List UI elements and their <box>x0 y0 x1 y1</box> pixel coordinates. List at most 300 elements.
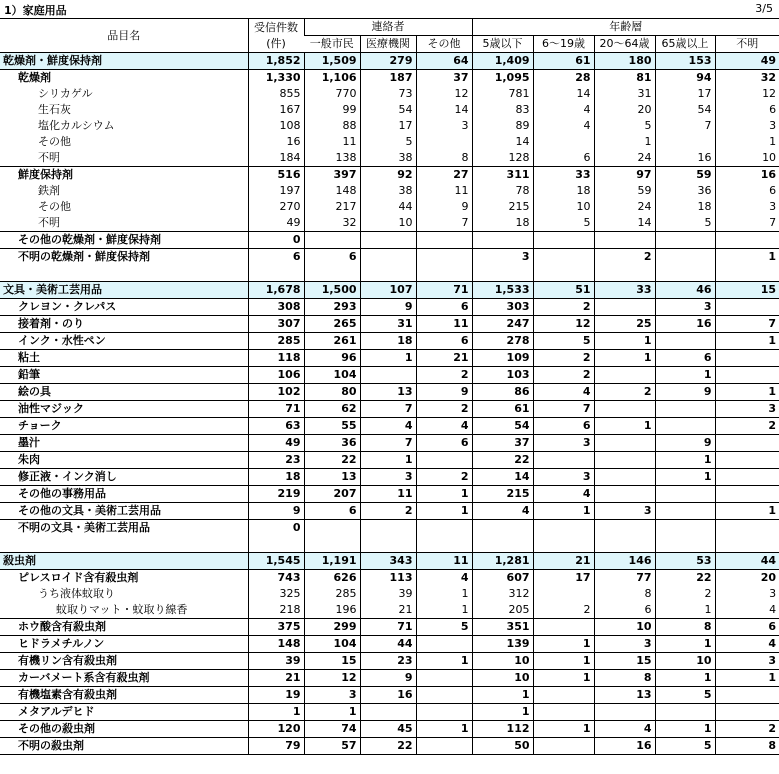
cell-value <box>594 536 655 553</box>
cell-value: 23 <box>248 452 304 469</box>
cell-value: 14 <box>472 469 533 486</box>
cell-value: 7 <box>360 401 416 418</box>
cell-value: 207 <box>304 486 360 503</box>
table-row <box>0 167 779 184</box>
cell-value: 6 <box>416 299 472 316</box>
row-label: 不明 <box>38 216 60 229</box>
cell-value: 31 <box>360 316 416 333</box>
cell-value: 3 <box>715 199 779 215</box>
cell-value: 73 <box>360 86 416 102</box>
table-row <box>0 738 779 755</box>
cell-value: 2 <box>594 249 655 266</box>
table-row <box>0 586 779 602</box>
row-label: 乾燥剤・鮮度保持剤 <box>0 53 248 70</box>
cell-value: 3 <box>360 469 416 486</box>
cell-value: 16 <box>594 738 655 755</box>
cell-value: 10 <box>655 653 715 670</box>
cell-value: 1 <box>472 687 533 704</box>
cell-value <box>715 469 779 486</box>
row-label: 油性マジック <box>0 401 248 418</box>
cell-value: 3 <box>594 503 655 520</box>
cell-value: 9 <box>655 384 715 401</box>
row-label: インク・水性ペン <box>0 333 248 350</box>
cell-value: 285 <box>248 333 304 350</box>
cell-value: 17 <box>655 86 715 102</box>
cell-value: 375 <box>248 619 304 636</box>
cell-value: 1 <box>416 653 472 670</box>
cell-value: 6 <box>533 150 594 167</box>
cell-value <box>715 265 779 282</box>
cell-value: 1,281 <box>472 553 533 570</box>
cell-value <box>533 738 594 755</box>
cell-value <box>304 265 360 282</box>
cell-value <box>533 265 594 282</box>
table-row <box>0 70 779 87</box>
cell-value: 2 <box>655 586 715 602</box>
page-number: 3/5 <box>755 2 773 15</box>
cell-value: 49 <box>248 435 304 452</box>
cell-value: 1 <box>416 586 472 602</box>
cell-value: 8 <box>715 738 779 755</box>
cell-value: 20 <box>594 102 655 118</box>
cell-value: 1,533 <box>472 282 533 299</box>
cell-value: 62 <box>304 401 360 418</box>
cell-value: 743 <box>248 570 304 587</box>
cell-value: 1 <box>416 486 472 503</box>
cell-value: 21 <box>248 670 304 687</box>
cell-value <box>360 536 416 553</box>
cell-value: 4 <box>533 384 594 401</box>
cell-value: 12 <box>416 86 472 102</box>
cell-value: 4 <box>416 570 472 587</box>
cell-value: 54 <box>655 102 715 118</box>
cell-value: 21 <box>533 553 594 570</box>
cell-value: 138 <box>304 150 360 167</box>
cell-value: 18 <box>472 215 533 232</box>
cell-value: 7 <box>533 401 594 418</box>
table-row <box>0 316 779 333</box>
cell-value <box>416 134 472 150</box>
cell-value <box>715 435 779 452</box>
cell-value <box>416 670 472 687</box>
cell-value: 64 <box>416 53 472 70</box>
cell-value: 303 <box>472 299 533 316</box>
cell-value <box>715 486 779 503</box>
cell-value: 10 <box>715 150 779 167</box>
row-label <box>0 536 248 553</box>
table-row <box>0 721 779 738</box>
cell-value: 781 <box>472 86 533 102</box>
cell-value: 2 <box>416 367 472 384</box>
cell-value: 1 <box>472 704 533 721</box>
cell-value: 167 <box>248 102 304 118</box>
cell-value: 3 <box>715 401 779 418</box>
cell-value: 4 <box>594 721 655 738</box>
cell-value: 21 <box>360 602 416 619</box>
row-label: 蚊取りマット・蚊取り線香 <box>56 603 188 616</box>
cell-value: 1 <box>715 333 779 350</box>
cell-value <box>360 704 416 721</box>
cell-value: 1 <box>416 602 472 619</box>
cell-value: 61 <box>533 53 594 70</box>
cell-value: 14 <box>533 86 594 102</box>
cell-value: 205 <box>472 602 533 619</box>
cell-value: 16 <box>715 167 779 184</box>
header-contact-0: 一般市民 <box>304 36 360 53</box>
cell-value: 187 <box>360 70 416 87</box>
cell-value: 8 <box>594 670 655 687</box>
cell-value <box>655 704 715 721</box>
cell-value: 217 <box>304 199 360 215</box>
row-label: 有機リン含有殺虫剤 <box>0 653 248 670</box>
cell-value: 13 <box>594 687 655 704</box>
cell-value: 37 <box>472 435 533 452</box>
cell-value: 1,500 <box>304 282 360 299</box>
cell-value: 32 <box>304 215 360 232</box>
cell-value: 215 <box>472 199 533 215</box>
cell-value <box>594 452 655 469</box>
cell-value <box>416 704 472 721</box>
cell-value: 1,106 <box>304 70 360 87</box>
cell-value: 1,509 <box>304 53 360 70</box>
cell-value <box>416 232 472 249</box>
cell-value: 33 <box>594 282 655 299</box>
cell-value: 153 <box>655 53 715 70</box>
cell-value <box>715 350 779 367</box>
cell-value: 148 <box>304 183 360 199</box>
cell-value: 9 <box>655 435 715 452</box>
cell-value: 113 <box>360 570 416 587</box>
cell-value: 1 <box>594 134 655 150</box>
cell-value: 8 <box>416 150 472 167</box>
cell-value: 278 <box>472 333 533 350</box>
cell-value <box>655 265 715 282</box>
header-age-1: 6～19歳 <box>533 36 594 53</box>
cell-value: 74 <box>304 721 360 738</box>
cell-value: 1 <box>248 704 304 721</box>
cell-value <box>655 232 715 249</box>
cell-value: 325 <box>248 586 304 602</box>
row-label: その他 <box>38 200 71 213</box>
cell-value: 104 <box>304 636 360 653</box>
cell-value: 77 <box>594 570 655 587</box>
cell-value: 5 <box>533 333 594 350</box>
cell-value: 22 <box>472 452 533 469</box>
cell-value: 3 <box>472 249 533 266</box>
cell-value: 59 <box>594 183 655 199</box>
cell-value: 3 <box>655 299 715 316</box>
cell-value: 12 <box>533 316 594 333</box>
cell-value: 9 <box>416 384 472 401</box>
table-row <box>0 86 779 102</box>
cell-value: 1 <box>416 721 472 738</box>
cell-value: 1 <box>715 670 779 687</box>
cell-value: 1 <box>655 469 715 486</box>
cell-value: 4 <box>715 636 779 653</box>
cell-value: 23 <box>360 653 416 670</box>
cell-value: 516 <box>248 167 304 184</box>
cell-value <box>715 299 779 316</box>
cell-value: 102 <box>248 384 304 401</box>
table-body <box>0 53 779 755</box>
cell-value: 197 <box>248 183 304 199</box>
cell-value: 3 <box>533 435 594 452</box>
cell-value: 3 <box>533 469 594 486</box>
cell-value: 270 <box>248 199 304 215</box>
cell-value: 1 <box>715 503 779 520</box>
row-label: 殺虫剤 <box>0 553 248 570</box>
header-item-name: 品目名 <box>0 19 248 53</box>
cell-value: 5 <box>533 215 594 232</box>
page-header <box>0 0 779 18</box>
cell-value <box>655 536 715 553</box>
table-row <box>0 102 779 118</box>
cell-value: 94 <box>655 70 715 87</box>
cell-value: 103 <box>472 367 533 384</box>
cell-value: 4 <box>533 486 594 503</box>
cell-value: 38 <box>360 150 416 167</box>
cell-value: 3 <box>416 118 472 134</box>
table-row <box>0 503 779 520</box>
cell-value <box>655 520 715 537</box>
cell-value <box>715 452 779 469</box>
cell-value: 53 <box>655 553 715 570</box>
table-row <box>0 452 779 469</box>
row-label: 生石灰 <box>38 103 71 116</box>
cell-value: 54 <box>472 418 533 435</box>
cell-value <box>416 249 472 266</box>
cell-value: 61 <box>472 401 533 418</box>
cell-value: 54 <box>360 102 416 118</box>
cell-value: 39 <box>360 586 416 602</box>
cell-value: 14 <box>594 215 655 232</box>
cell-value: 4 <box>715 602 779 619</box>
row-label: 絵の具 <box>0 384 248 401</box>
cell-value: 1,191 <box>304 553 360 570</box>
cell-value: 19 <box>248 687 304 704</box>
row-label: 不明の乾燥剤・鮮度保持剤 <box>0 249 248 266</box>
cell-value: 9 <box>360 299 416 316</box>
cell-value: 31 <box>594 86 655 102</box>
row-label: 鉄剤 <box>38 184 60 197</box>
cell-value: 20 <box>715 570 779 587</box>
cell-value: 1 <box>655 602 715 619</box>
cell-value: 9 <box>416 199 472 215</box>
section-title: 1）家庭用品 <box>4 4 67 17</box>
cell-value: 106 <box>248 367 304 384</box>
cell-value: 7 <box>360 435 416 452</box>
cell-value <box>533 134 594 150</box>
cell-value: 13 <box>360 384 416 401</box>
cell-value: 63 <box>248 418 304 435</box>
table-row <box>0 199 779 215</box>
cell-value: 2 <box>533 367 594 384</box>
cell-value <box>533 586 594 602</box>
header-age-2: 20～64歳 <box>594 36 655 53</box>
cell-value: 5 <box>416 619 472 636</box>
table-row <box>0 670 779 687</box>
cell-value: 6 <box>594 602 655 619</box>
cell-value: 2 <box>715 721 779 738</box>
cell-value: 261 <box>304 333 360 350</box>
table-row <box>0 520 779 537</box>
cell-value <box>472 232 533 249</box>
header-count: 受信件数 (件) <box>248 19 304 53</box>
cell-value: 219 <box>248 486 304 503</box>
cell-value: 14 <box>472 134 533 150</box>
cell-value: 5 <box>594 118 655 134</box>
cell-value <box>655 401 715 418</box>
table-row <box>0 333 779 350</box>
cell-value <box>594 469 655 486</box>
cell-value: 3 <box>715 118 779 134</box>
cell-value: 770 <box>304 86 360 102</box>
table-row <box>0 418 779 435</box>
cell-value: 14 <box>416 102 472 118</box>
cell-value: 120 <box>248 721 304 738</box>
cell-value: 45 <box>360 721 416 738</box>
cell-value <box>655 249 715 266</box>
cell-value: 180 <box>594 53 655 70</box>
cell-value: 1 <box>594 418 655 435</box>
cell-value: 107 <box>360 282 416 299</box>
table-row <box>0 469 779 486</box>
cell-value: 148 <box>248 636 304 653</box>
table-row <box>0 232 779 249</box>
cell-value: 1,545 <box>248 553 304 570</box>
cell-value <box>360 265 416 282</box>
cell-value: 343 <box>360 553 416 570</box>
cell-value <box>533 536 594 553</box>
cell-value: 0 <box>248 520 304 537</box>
cell-value: 81 <box>594 70 655 87</box>
cell-value: 16 <box>655 150 715 167</box>
row-label: 鉛筆 <box>0 367 248 384</box>
table-row <box>0 249 779 266</box>
spacer-row <box>0 536 779 553</box>
cell-value: 17 <box>533 570 594 587</box>
table-row <box>0 134 779 150</box>
table-row <box>0 367 779 384</box>
cell-value: 97 <box>594 167 655 184</box>
cell-value <box>360 249 416 266</box>
table-row <box>0 570 779 587</box>
cell-value <box>715 367 779 384</box>
cell-value: 6 <box>715 183 779 199</box>
cell-value: 55 <box>304 418 360 435</box>
header-contact-group: 連絡者 <box>304 19 472 36</box>
spacer-row <box>0 265 779 282</box>
cell-value: 1,409 <box>472 53 533 70</box>
cell-value: 308 <box>248 299 304 316</box>
cell-value: 18 <box>533 183 594 199</box>
cell-value: 16 <box>248 134 304 150</box>
row-label: メタアルデヒド <box>0 704 248 721</box>
cell-value: 92 <box>360 167 416 184</box>
table-row <box>0 53 779 70</box>
cell-value: 4 <box>416 418 472 435</box>
cell-value: 1 <box>533 503 594 520</box>
cell-value: 312 <box>472 586 533 602</box>
table-row <box>0 118 779 134</box>
cell-value: 6 <box>304 503 360 520</box>
cell-value <box>594 704 655 721</box>
row-label <box>0 265 248 282</box>
row-label: ヒドラメチルノン <box>0 636 248 653</box>
cell-value: 607 <box>472 570 533 587</box>
cell-value: 4 <box>533 118 594 134</box>
cell-value: 265 <box>304 316 360 333</box>
cell-value: 112 <box>472 721 533 738</box>
cell-value: 6 <box>655 350 715 367</box>
cell-value <box>533 520 594 537</box>
cell-value: 1,678 <box>248 282 304 299</box>
cell-value: 22 <box>360 738 416 755</box>
table-row <box>0 636 779 653</box>
cell-value: 1 <box>416 503 472 520</box>
cell-value: 71 <box>360 619 416 636</box>
cell-value: 10 <box>472 653 533 670</box>
cell-value: 16 <box>360 687 416 704</box>
cell-value: 44 <box>360 636 416 653</box>
cell-value: 6 <box>304 249 360 266</box>
table-row <box>0 384 779 401</box>
cell-value <box>248 265 304 282</box>
table-row <box>0 619 779 636</box>
cell-value: 51 <box>533 282 594 299</box>
cell-value: 3 <box>304 687 360 704</box>
cell-value <box>715 232 779 249</box>
table-row <box>0 653 779 670</box>
cell-value <box>472 536 533 553</box>
cell-value <box>594 265 655 282</box>
cell-value <box>533 232 594 249</box>
cell-value: 3 <box>715 586 779 602</box>
cell-value: 10 <box>360 215 416 232</box>
cell-value <box>533 704 594 721</box>
cell-value: 16 <box>655 316 715 333</box>
cell-value: 2 <box>416 469 472 486</box>
cell-value: 285 <box>304 586 360 602</box>
cell-value: 9 <box>248 503 304 520</box>
cell-value: 24 <box>594 150 655 167</box>
cell-value: 15 <box>715 282 779 299</box>
cell-value <box>655 503 715 520</box>
cell-value <box>304 232 360 249</box>
cell-value: 1 <box>533 653 594 670</box>
cell-value <box>248 536 304 553</box>
cell-value: 50 <box>472 738 533 755</box>
cell-value: 10 <box>594 619 655 636</box>
cell-value <box>594 299 655 316</box>
cell-value: 2 <box>416 401 472 418</box>
cell-value: 3 <box>594 636 655 653</box>
cell-value: 1,852 <box>248 53 304 70</box>
cell-value: 18 <box>248 469 304 486</box>
cell-value <box>533 619 594 636</box>
table-row <box>0 215 779 232</box>
cell-value: 5 <box>655 687 715 704</box>
cell-value: 18 <box>360 333 416 350</box>
row-label: その他 <box>38 135 71 148</box>
cell-value: 626 <box>304 570 360 587</box>
row-label: ホウ酸含有殺虫剤 <box>0 619 248 636</box>
cell-value: 3 <box>715 653 779 670</box>
table-row <box>0 401 779 418</box>
cell-value: 25 <box>594 316 655 333</box>
cell-value: 1 <box>533 670 594 687</box>
cell-value: 8 <box>594 586 655 602</box>
